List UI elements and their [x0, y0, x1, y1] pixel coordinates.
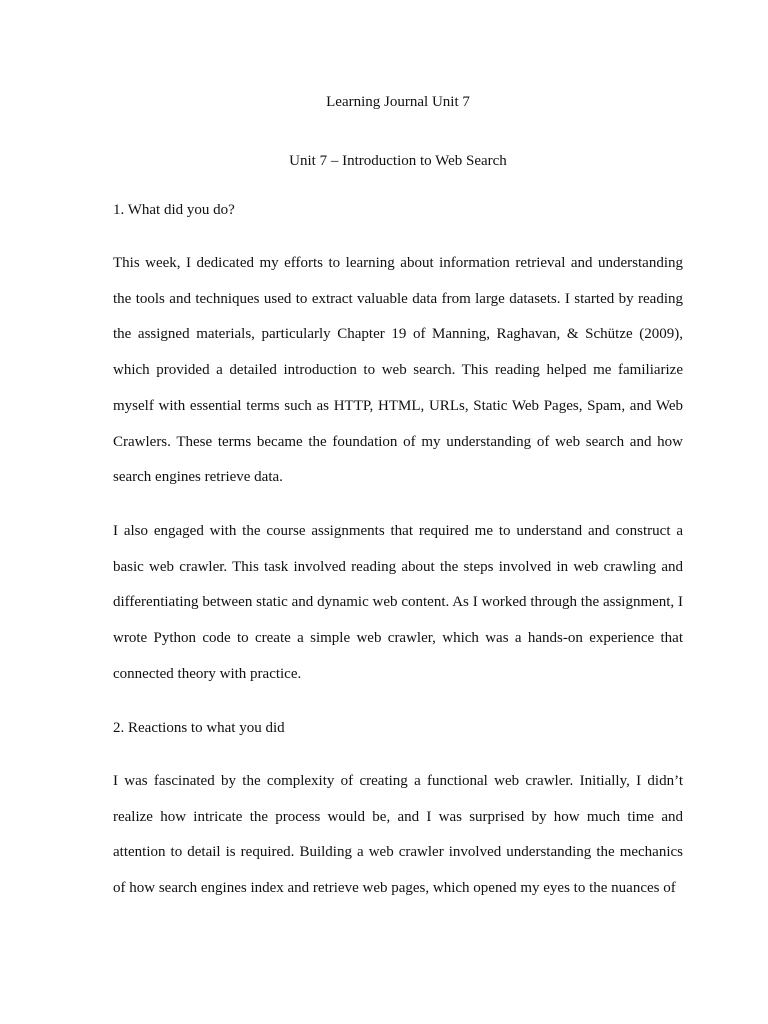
document-title: Learning Journal Unit 7 — [326, 94, 470, 110]
section-1-heading: 1. What did you do? — [113, 202, 235, 218]
section-2-heading: 2. Reactions to what you did — [113, 720, 285, 736]
section-1-paragraph-2: I also engaged with the course assignments that required me to understand and construct a basic web crawler. This task involved reading about the steps involved in web crawling and differentiating between static and dynamic web content. As I worked through the assignment, I wrote Python code to create a simple web crawler, which was a hands-on experience that connected theory with practice. — [113, 523, 683, 682]
section-2-paragraph-1: I was fascinated by the complexity of creating a functional web crawler. Initially, I didn’t realize how intricate the process would be, and I was surprised by how much time and attention to detail is required. Building a web crawler involved understanding the mechanics of how search engines index and retrieve web pages, which opened my eyes to the nuances of — [113, 773, 683, 897]
document-subtitle: Unit 7 – Introduction to Web Search — [289, 153, 507, 169]
section-1-paragraph-1: This week, I dedicated my efforts to learning about information retrieval and understanding the tools and techniques used to extract valuable data from large datasets. I started by reading the assigned materials, particularly Chapter 19 of Manning, Raghavan, & Schütze (2009), which provided a detailed introduction to web search. This reading helped me familiarize myself with essential terms such as HTTP, HTML, URLs, Static Web Pages, Spam, and Web Crawlers. These terms became the foundation of my understanding of web search and how search engines retrieve data. — [113, 255, 683, 486]
